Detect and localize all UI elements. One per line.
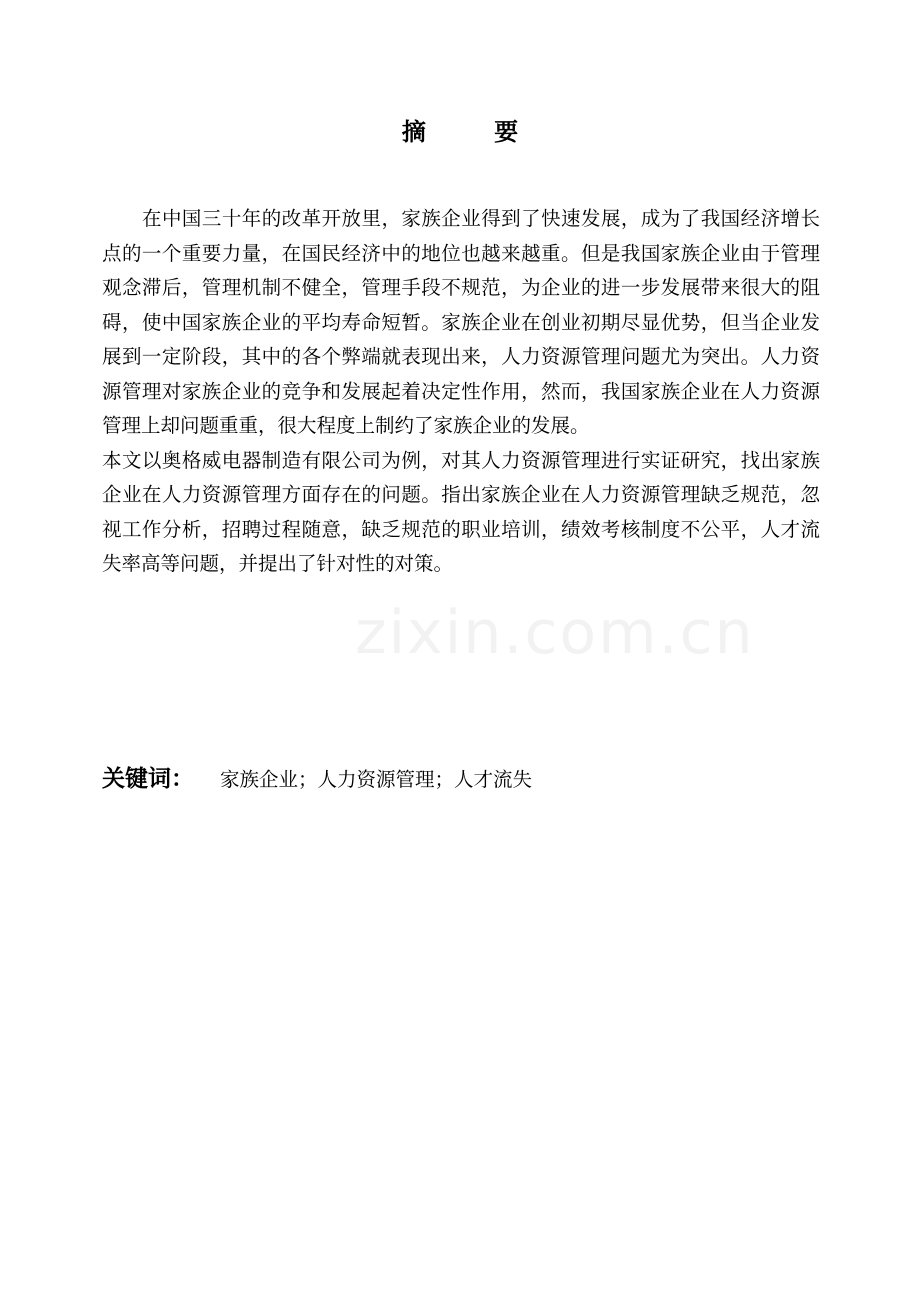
abstract-body	[102, 202, 820, 582]
abstract-title: 摘 要	[401, 118, 549, 146]
abstract-paragraph-2: 本文以奥格威电器制造有限公司为例，对其人力资源管理进行实证研究，找出家族企业在人力资源管理方面存在的问题。指出家族企业在人力资源管理缺乏规范，忽视工作分析，招聘过程随意，缺乏规范的职业培训，绩效考核制度不公平，人才流失率高等问题，并提出了针对性的对策。	[102, 448, 820, 575]
keywords-values: 家族企业；人力资源管理；人才流失	[220, 768, 533, 791]
keywords-line	[102, 760, 532, 793]
abstract-paragraph-1: 在中国三十年的改革开放里，家族企业得到了快速发展，成为了我国经济增长点的一个重要力量，在国民经济中的地位也越来越重。但是我国家族企业由于管理观念滞后，管理机制不健全，管理手段不规范，为企业的进一步发展带来很大的阻碍，使中国家族企业的平均寿命短暂。家族企业在创业初期尽显优势，但当企业发展到一定阶段，其中的各个弊端就表现出来，人力资源管理问题尤为突出。人力资源管理对家族企业的竞争和发展起着决定性作用，然而，我国家族企业在人力资源管理上却问题重重，很大程度上制约了家族企业的发展。	[102, 207, 820, 437]
watermark: zixin.com.cn	[355, 598, 755, 668]
keywords-label: 关键词：	[102, 766, 194, 792]
